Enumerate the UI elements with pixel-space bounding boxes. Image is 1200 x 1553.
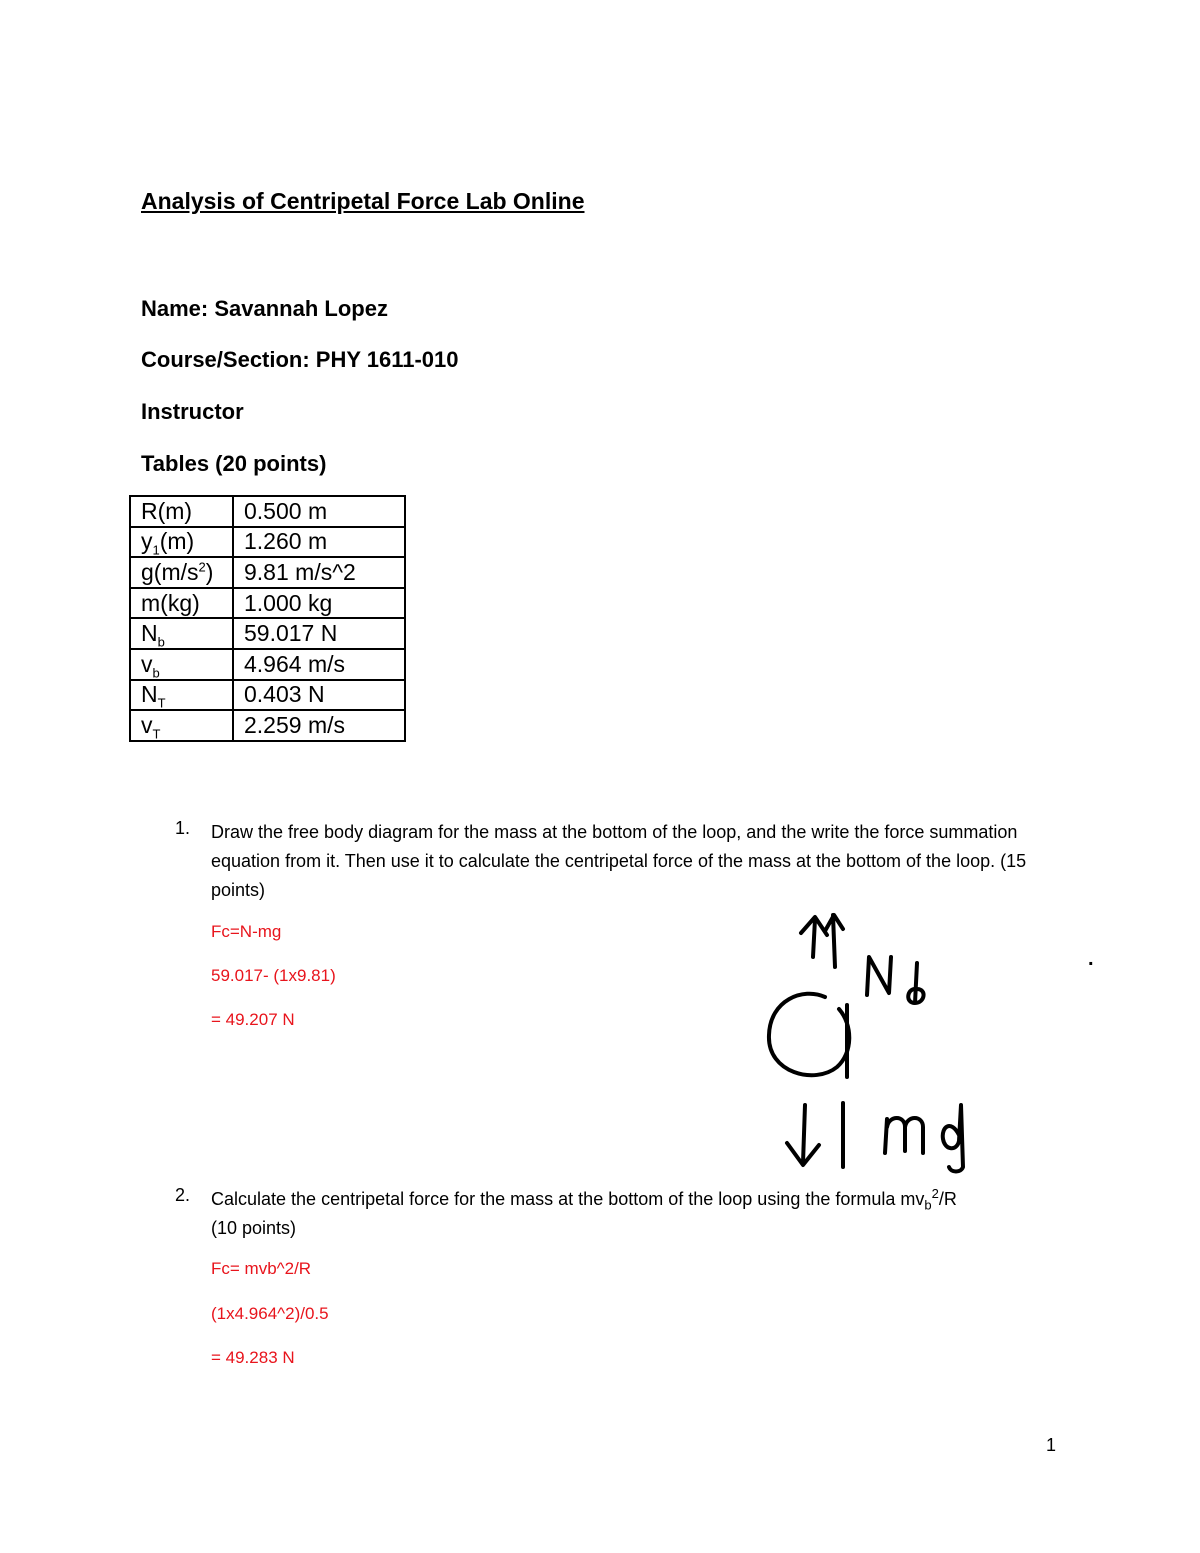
row-label: R(m)	[130, 496, 233, 527]
document-title: Analysis of Centripetal Force Lab Online	[141, 188, 585, 214]
row-label: $y_1(m)$	[130, 527, 233, 558]
table-row	[130, 588, 405, 619]
table-row	[130, 649, 405, 680]
row-label: $g(m/s^2)$	[130, 557, 233, 588]
table-row	[130, 618, 405, 649]
q2-answer-line: Fc= mvb^2/R	[211, 1259, 312, 1278]
row-value: 0.500 m	[233, 496, 405, 527]
n-label-strokes	[867, 957, 891, 995]
row-value: 0.403 N	[233, 680, 405, 711]
row-label: $N_T$	[130, 680, 233, 711]
table-row	[130, 680, 405, 711]
q1-answer-line: 59.017- (1x9.81)	[211, 966, 336, 985]
row-value: 4.964 m/s	[233, 649, 405, 680]
row-value: 1.000 kg	[233, 588, 405, 619]
row-value: 9.81 m/s^2	[233, 557, 405, 588]
row-value: 59.017 N	[233, 618, 405, 649]
mg-label-strokes	[885, 1118, 923, 1153]
question-2-number: 2.	[175, 1185, 191, 1205]
table-row	[130, 557, 405, 588]
row-label: $v_b$	[130, 649, 233, 680]
values-table	[129, 495, 406, 742]
row-value: 2.259 m/s	[233, 710, 405, 741]
q2-answer-line: (1x4.964^2)/0.5	[211, 1304, 329, 1323]
up-line	[825, 915, 843, 967]
mass-circle	[769, 994, 849, 1075]
question-1-text: Draw the free body diagram for the mass at the bottom of the loop, and the write the force summation equation from it. Then use it to calculate the centripetal force of the mass at the bottom of the loop. (15 points)	[211, 822, 1027, 900]
q1-answer-line: = 49.207 N	[211, 1010, 295, 1029]
free-body-diagram	[755, 905, 985, 1175]
table-row	[130, 710, 405, 741]
d-label-strokes	[908, 963, 923, 1003]
stray-dot: .	[1088, 948, 1094, 970]
row-label: $v_T$	[130, 710, 233, 741]
row-value: 1.260 m	[233, 527, 405, 558]
g-label-strokes	[943, 1105, 963, 1172]
row-label: m(kg)	[130, 588, 233, 619]
row-label: $N_b$	[130, 618, 233, 649]
page-number: 1	[1046, 1435, 1057, 1455]
table-row	[130, 496, 405, 527]
q2-answer-line: = 49.283 N	[211, 1348, 295, 1367]
up-arrow-icon	[801, 917, 827, 957]
table-row	[130, 527, 405, 558]
course-section: Course/Section: PHY 1611-010	[141, 347, 459, 372]
question-1-number: 1.	[175, 818, 191, 838]
question-2-text: Calculate the centripetal force for the mass at the bottom of the loop using the formula $mv_b^2/R$ (10 points)	[211, 1186, 957, 1238]
q1-answer-line: Fc=N-mg	[211, 922, 282, 941]
tables-heading: Tables (20 points)	[141, 451, 327, 476]
instructor-label: Instructor	[141, 399, 244, 424]
student-name: Name: Savannah Lopez	[141, 296, 388, 321]
down-arrow-icon	[787, 1105, 819, 1165]
